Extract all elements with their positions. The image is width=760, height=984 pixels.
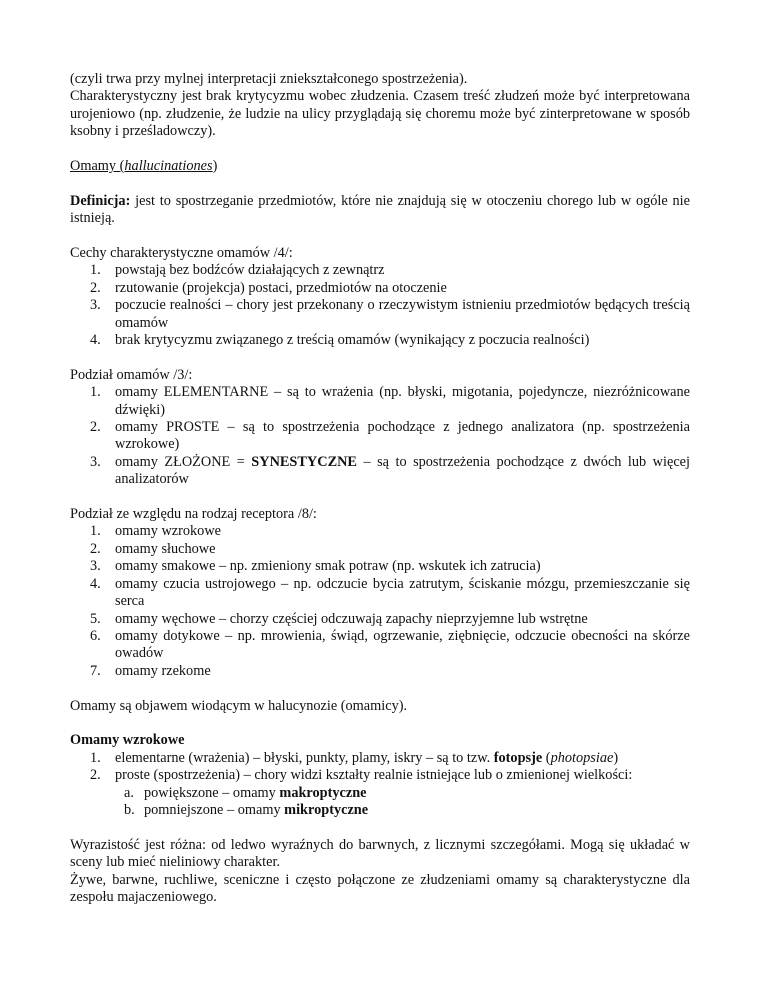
closing-paragraph-2: Żywe, barwne, ruchliwe, sceniczne i często połączone ze złudzeniami omamy są charakterystyczne dla zespołu majaczeniowego. <box>70 871 690 905</box>
intro-paragraph: Charakterystyczny jest brak krytycyzmu wobec złudzenia. Czasem treść złudzeń może być interpretowana urojeniowo (np. złudzenie, że ludzie na ulicy przyglądają się choremu może być zinterpretowane w sposób ksobny i prześladowczy). <box>70 88 690 140</box>
list-item: 5. omamy węchowe – chorzy częściej odczuwają zapachy nieprzyjemne lub wstrętne <box>90 610 588 627</box>
document-page <box>70 71 690 906</box>
sub-list-item: a. powiększone – omamy makroptyczne <box>124 784 367 801</box>
division-list <box>70 384 690 488</box>
heading-text: Omamy (hallucinationes <box>70 158 213 175</box>
list-item: 3. poczucie realności – chory jest przekonany o rzeczywistym istnieniu przedmiotów będących treścią omamów <box>90 297 690 331</box>
closing-paragraph-1: Wyrazistość jest różna: od ledwo wyraźnych do barwnych, z licznymi szczegółami. Mogą się układać w sceny lub mieć nieliniowy charakter. <box>70 836 690 871</box>
visual-list <box>70 750 690 820</box>
definition-label: Definicja: <box>70 192 131 209</box>
symptom-paragraph: Omamy są objawem wiodącym w halucynozie (omamicy). <box>70 697 408 714</box>
list-item: 4. brak krytycyzmu związanego z treścią omamów (wynikający z poczucia realności) <box>90 332 590 349</box>
list-item: 2. proste (spostrzeżenia) – chory widzi kształty realnie istniejące lub o zmienionej wielkości: <box>90 767 633 784</box>
list-item: 3. omamy ZŁOŻONE = SYNESTYCZNE – są to spostrzeżenia pochodzące z dwóch lub więcej analizatorów <box>90 453 690 488</box>
receptor-title: Podział ze względu na rodzaj receptora /8/: <box>70 506 317 523</box>
list-item: 6. omamy dotykowe – np. mrowienia, świąd, ogrzewanie, ziębnięcie, odczucie obecności na skórze owadów <box>90 627 690 662</box>
list-item: 3. omamy smakowe – np. zmieniony smak potraw (np. wskutek ich zatrucia) <box>90 558 541 575</box>
sub-list-item: b. pomniejszone – omamy mikroptyczne <box>124 801 369 818</box>
list-item: 2. omamy PROSTE – są to spostrzeżenia pochodzące z jednego analizatora (np. spostrzeżenia wzrokowe) <box>90 419 690 453</box>
list-item: 1. omamy wzrokowe <box>90 523 222 540</box>
section-heading-omamy: Omamy (hallucinationes) <box>70 158 218 175</box>
list-item: 7. omamy rzekome <box>90 662 211 679</box>
definition-paragraph: Definicja: jest to spostrzeganie przedmiotów, które nie znajdują się w otoczeniu chorego lub w ogóle nie istnieją. <box>70 192 690 227</box>
list-item: 2. omamy słuchowe <box>90 540 216 557</box>
list-item: 1. elementarne (wrażenia) – błyski, punkty, plamy, iskry – są to tzw. fotopsje (photopsiae) <box>90 749 619 766</box>
list-item: 4. omamy czucia ustrojowego – np. odczucie bycia zatrutym, ściskanie mózgu, przemieszczanie się serca <box>90 575 690 610</box>
visual-title: Omamy wzrokowe <box>70 732 185 749</box>
list-item: 2. rzutowanie (projekcja) postaci, przedmiotów na otoczenie <box>90 279 447 296</box>
list-item: 1. powstają bez bodźców działających z zewnątrz <box>90 262 385 279</box>
list-item: 1. omamy ELEMENTARNE – są to wrażenia (np. błyski, migotania, pojedyncze, niezróżnicowane dźwięki) <box>90 384 690 418</box>
features-list <box>70 262 690 349</box>
features-title: Cechy charakterystyczne omamów /4/: <box>70 245 293 262</box>
division-title: Podział omamów /3/: <box>70 366 193 383</box>
receptor-list <box>70 523 690 680</box>
intro-line: (czyli trwa przy mylnej interpretacji zniekształconego spostrzeżenia). <box>70 71 468 87</box>
